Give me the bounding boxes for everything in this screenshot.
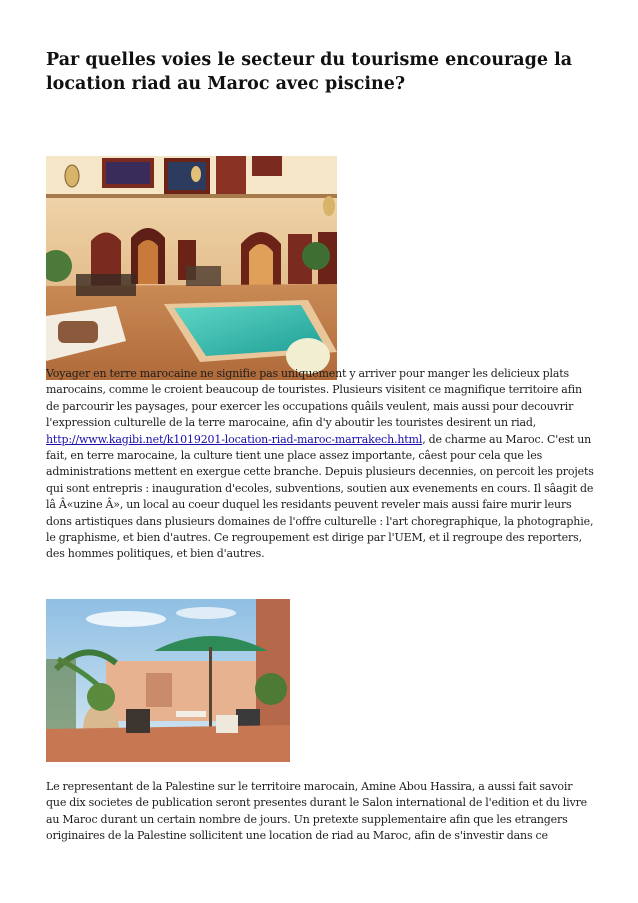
paragraph-1-text-start: Voyager en terre marocaine ne signifie pas uniquement y arriver pour manger les delicieux plats marocains, comme le croient beaucoup de touristes. Plusieurs visitent ce magnifique territoire afin de parcourir les paysages, pour exercer les occupations quâils veulent, mais aussi pour decouvrir l'expression culturelle de la terre marocaine, afin d'y aboutir les touristes desirent un riad, bbox=[46, 367, 582, 430]
riad-courtyard-photo bbox=[46, 156, 337, 380]
paragraph-2: Le representant de la Palestine sur le territoire marocain, Amine Abou Hassira, a aussi fait savoir que dix societes de publication seront presentes durant le Salon international de l'edition et du livre au Maroc durant un certain nombre de jours. Un pretexte supplementaire afin que les etrangers originaires de la Palestine sollicitent une location de riad au Maroc, afin de s'investir dans ce bbox=[46, 780, 588, 843]
page-title: Par quelles voies le secteur du tourisme encourage la location riad au Maroc avec piscine? bbox=[46, 50, 573, 94]
riad-terrace-photo bbox=[46, 599, 290, 762]
paragraph-1-text-end: , de charme au Maroc. C'est un fait, en terre marocaine, la culture tient une place assez importante, câest pour cela que les administrations mettent en exergue cette branche. Depuis plusieurs decennies, on percoit les projets qui sont entrepris : inauguration d'ecoles, subventions, soutien aux evenements en cours. Il sâagit de lâ Â«uzine Â», un local au coeur duquel les residants peuvent reveler mais aussi faire murir leurs dons artistiques dans plusieurs domaines de l'offre culturelle : l'art choregraphique, la photographie, le graphisme, et bien d'autres. Ce regroupement est dirige par l'UEM, et il regroupe des reporters, des hommes politiques, et bien d'autres. bbox=[46, 432, 594, 561]
location-riad-link[interactable]: http://www.kagibi.net/k1019201-location-riad-maroc-marrakech.html bbox=[46, 432, 423, 446]
paragraph-1 bbox=[46, 366, 594, 563]
